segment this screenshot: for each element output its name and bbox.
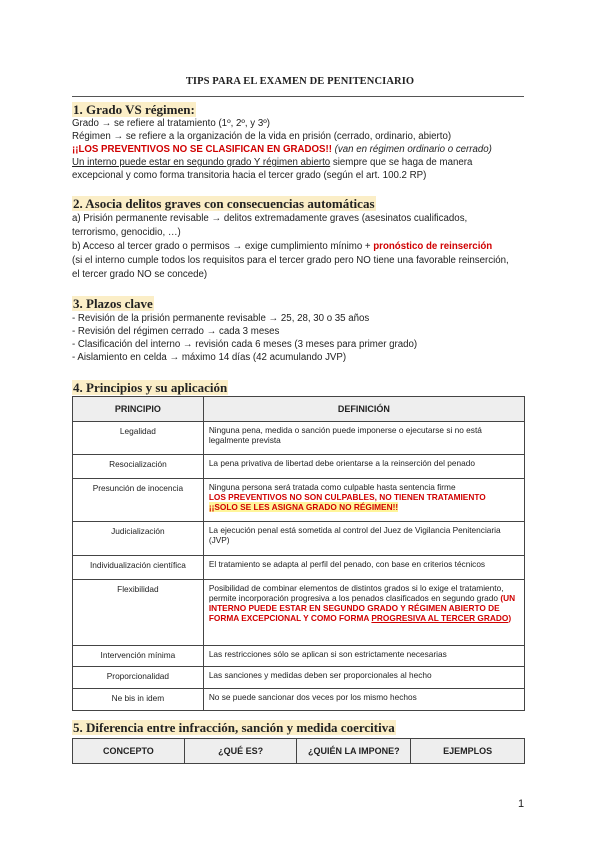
definition-text: Ninguna persona será tratada como culpable hasta sentencia firme (208, 482, 456, 492)
principle-cell: Presunción de inocencia (73, 479, 204, 522)
preventivos-note: (van en régimen ordinario o cerrado) (331, 144, 492, 155)
definition-cell: No se puede sancionar dos veces por los mismo hechos (203, 689, 524, 711)
principle-cell: Individualización científica (73, 556, 204, 580)
s3-item: - Clasificación del interno → revisión cada 6 meses (3 meses para primer grado) (72, 339, 418, 350)
s2-line-2: terrorismo, genocidio, …) (72, 227, 181, 238)
column-header-principio: PRINCIPIO (73, 397, 204, 422)
column-header-ejemplos: EJEMPLOS (411, 739, 525, 764)
s3-item: - Revisión del régimen cerrado → cada 3 meses (72, 326, 280, 337)
principle-cell: Flexibilidad (73, 580, 204, 646)
definition-warning-end: ) (508, 613, 512, 623)
definition-cell: El tratamiento se adapta al perfil del penado, con base en criterios técnicos (203, 556, 524, 580)
table-row (73, 556, 525, 580)
definition-text: Posibilidad de combinar elementos de distintos grados si lo exige el tratamiento, permite incorporación progresiva a los penados clasificados en segundo grado (208, 583, 504, 603)
s1-underlined-text: Un interno puede estar en segundo grado Y régimen abierto (72, 157, 331, 168)
principle-cell: Judicialización (73, 522, 204, 556)
table-row (73, 580, 525, 646)
infraction-table (72, 738, 525, 764)
definition-cell (203, 580, 524, 646)
s2-line-3-text: b) Acceso al tercer grado o permisos → exige cumplimiento mínimo + (72, 241, 374, 252)
table-row (73, 455, 525, 479)
principle-cell: Legalidad (73, 422, 204, 455)
section-2-heading: 2. Asocia delitos graves con consecuencias automáticas (73, 196, 375, 211)
principle-cell: Intervención mínima (73, 646, 204, 667)
definition-cell: Ninguna pena, medida o sanción puede imponerse o ejecutarse si no está legalmente prevista (203, 422, 524, 455)
s1-line-3 (72, 143, 528, 156)
preventivos-warning: ¡¡LOS PREVENTIVOS NO SE CLASIFICAN EN GRADOS!! (72, 144, 332, 155)
table-row (73, 646, 525, 667)
s3-item: - Aislamiento en celda → máximo 14 días (42 acumulando JVP) (72, 352, 347, 363)
principle-cell: Proporcionalidad (73, 667, 204, 689)
principles-table (72, 396, 525, 711)
s1-line-4 (72, 156, 528, 169)
section-4-heading: 4. Principios y su aplicación (73, 380, 228, 395)
table-row (73, 667, 525, 689)
definition-cell (203, 479, 524, 522)
table-row (73, 689, 525, 711)
s3-item: - Revisión de la prisión permanente revisable → 25, 28, 30 o 35 años (72, 313, 370, 324)
section-5-heading: 5. Diferencia entre infracción, sanción y medida coercitiva (73, 720, 395, 735)
principle-cell: Resocialización (73, 455, 204, 479)
table-row (73, 522, 525, 556)
s1-line-4-rest: siempre que se haga de manera (330, 157, 473, 168)
section-1-heading: 1. Grado VS régimen: (73, 102, 195, 117)
definition-cell: La ejecución penal está sometida al control del Juez de Vigilancia Penitenciaria (JVP) (203, 522, 524, 556)
title-divider (72, 96, 524, 97)
s2-line-4: (si el interno cumple todos los requisitos para el tercer grado pero NO tiene una favorable reinserción, (72, 255, 509, 266)
column-header-quien-impone: ¿QUIÉN LA IMPONE? (297, 739, 411, 764)
table-row (73, 422, 525, 455)
column-header-definicion: DEFINICIÓN (203, 397, 524, 422)
principle-cell: Ne bis in idem (73, 689, 204, 711)
column-header-concepto: CONCEPTO (73, 739, 185, 764)
definition-highlight: ¡¡SOLO SE LES ASIGNA GRADO NO RÉGIMEN!! (208, 502, 399, 512)
document-title: TIPS PARA EL EXAMEN DE PENITENCIARIO (185, 76, 415, 87)
table-row (73, 479, 525, 522)
definition-cell: Las restricciones sólo se aplican si son estrictamente necesarias (203, 646, 524, 667)
reinsercion-highlight: pronóstico de reinserción (373, 241, 493, 252)
s2-line-1: a) Prisión permanente revisable → delitos extremadamente graves (asesinatos cualificados, (72, 213, 468, 224)
s2-line-3 (72, 240, 528, 253)
s1-line-1: Grado → se refiere al tratamiento (1º, 2º, y 3º) (72, 118, 270, 129)
definition-warning: (UN INTERNO PUEDE ESTAR EN SEGUNDO GRADO Y RÉGIMEN ABIERTO DE FORMA EXCEPCIONAL Y COMO FORMA (208, 593, 516, 623)
definition-warning-underlined: PROGRESIVA AL TERCER GRADO (371, 613, 509, 623)
table-header-row (73, 739, 525, 764)
s1-line-5: excepcional y como forma transitoria hacia el tercer grado (según el art. 100.2 RP) (72, 170, 427, 181)
column-header-que-es: ¿QUÉ ES? (184, 739, 297, 764)
s1-line-2: Régimen → se refiere a la organización de la vida en prisión (cerrado, ordinario, abierto) (72, 131, 452, 142)
section-3-heading: 3. Plazos clave (73, 296, 153, 311)
definition-warning: LOS PREVENTIVOS NO SON CULPABLES, NO TIENEN TRATAMIENTO (208, 492, 486, 502)
definition-cell: Las sanciones y medidas deben ser proporcionales al hecho (203, 667, 524, 689)
s2-line-5: el tercer grado NO se concede) (72, 269, 208, 280)
table-header-row (73, 397, 525, 422)
page-number: 1 (518, 798, 525, 810)
definition-cell: La pena privativa de libertad debe orientarse a la reinserción del penado (203, 455, 524, 479)
